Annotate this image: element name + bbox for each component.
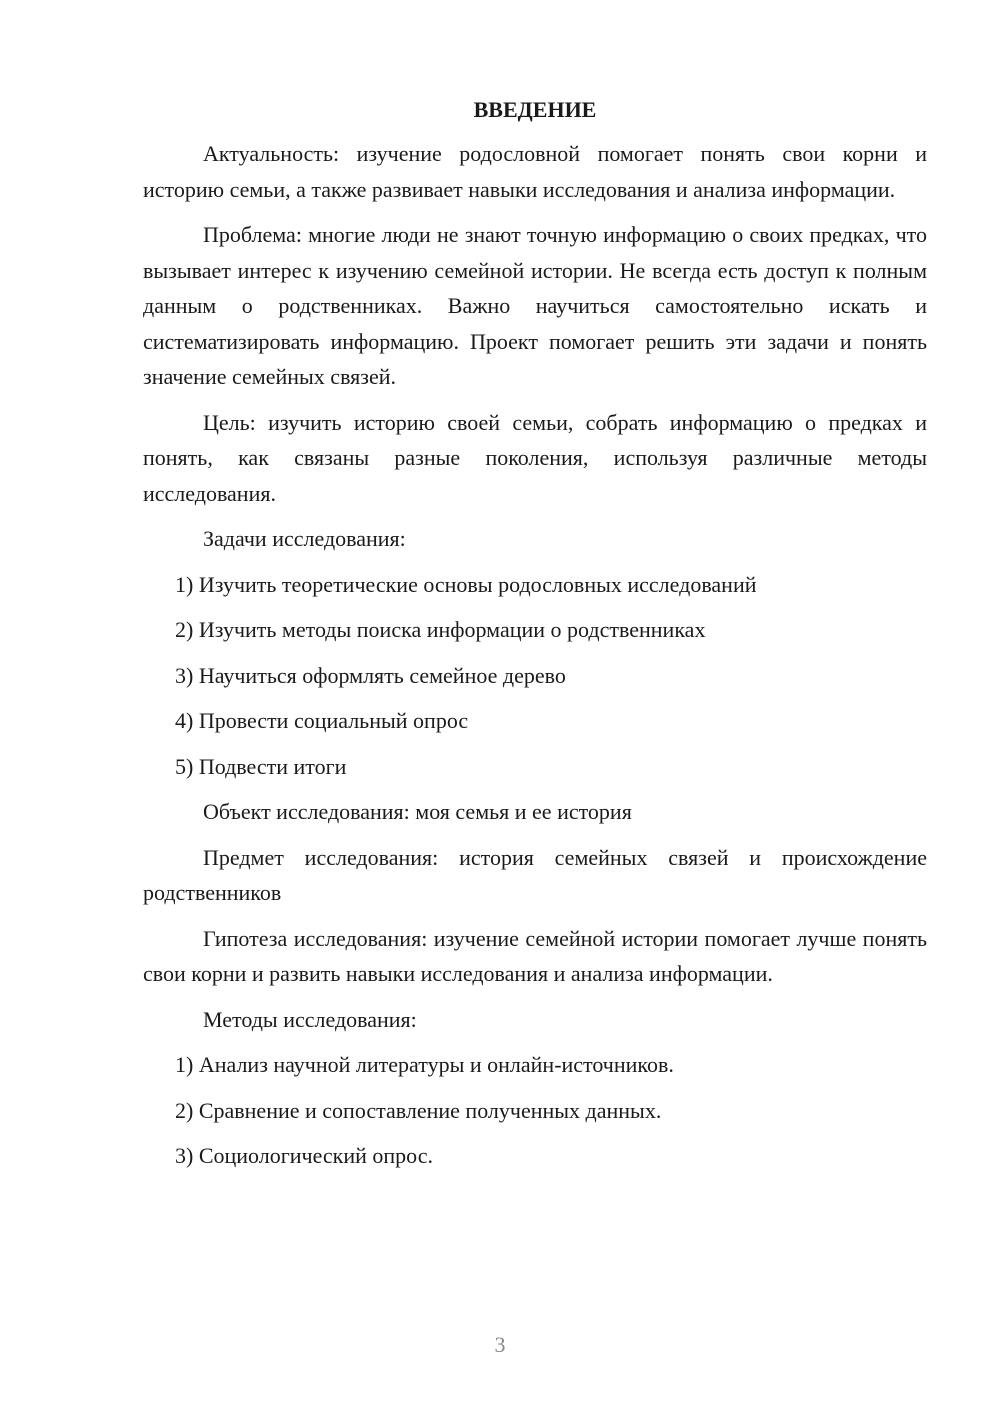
task-item: 4) Провести социальный опрос <box>175 708 469 733</box>
task-item: 3) Научиться оформлять семейное дерево <box>175 662 566 688</box>
goal-paragraph: Цель: изучить историю своей семьи, собрать информацию о предках и понять, как связаны разные поколения, используя различные методы исследования. <box>143 409 927 506</box>
tasks-list <box>143 567 927 785</box>
method-item: 1) Анализ научной литературы и онлайн-источников. <box>175 1052 674 1077</box>
object-paragraph: Объект исследования: моя семья и ее история <box>203 799 632 824</box>
task-item: 1) Изучить теоретические основы родословных исследований <box>175 571 757 597</box>
section-title: ВВЕДЕНИЕ <box>473 97 597 122</box>
document-page <box>143 92 927 1184</box>
problem-paragraph: Проблема: многие люди не знают точную информацию о своих предках, что вызывает интерес к изучению семейной истории. Не всегда есть доступ к полным данным о родственниках. Важно научиться самостоятельно искать и систематизировать информацию. Проект помогает решить эти задачи и понять значение семейных связей. <box>143 222 927 389</box>
hypothesis-paragraph: Гипотеза исследования: изучение семейной истории помогает лучше понять свои корни и развить навыки исследования и анализа информации. <box>143 925 927 986</box>
tasks-heading: Задачи исследования: <box>203 526 406 551</box>
subject-paragraph: Предмет исследования: история семейных связей и происхождение родственников <box>143 844 927 905</box>
method-item: 3) Социологический опрос. <box>175 1143 433 1168</box>
task-item: 5) Подвести итоги <box>175 753 347 779</box>
method-item: 2) Сравнение и сопоставление полученных данных. <box>175 1097 662 1123</box>
page-number: 3 <box>494 1332 506 1357</box>
task-item: 2) Изучить методы поиска информации о родственниках <box>175 617 706 642</box>
methods-list <box>143 1047 927 1174</box>
methods-heading: Методы исследования: <box>203 1006 417 1032</box>
relevance-paragraph: Актуальность: изучение родословной помогает понять свои корни и историю семьи, а также развивает навыки исследования и анализа информации. <box>143 141 927 202</box>
